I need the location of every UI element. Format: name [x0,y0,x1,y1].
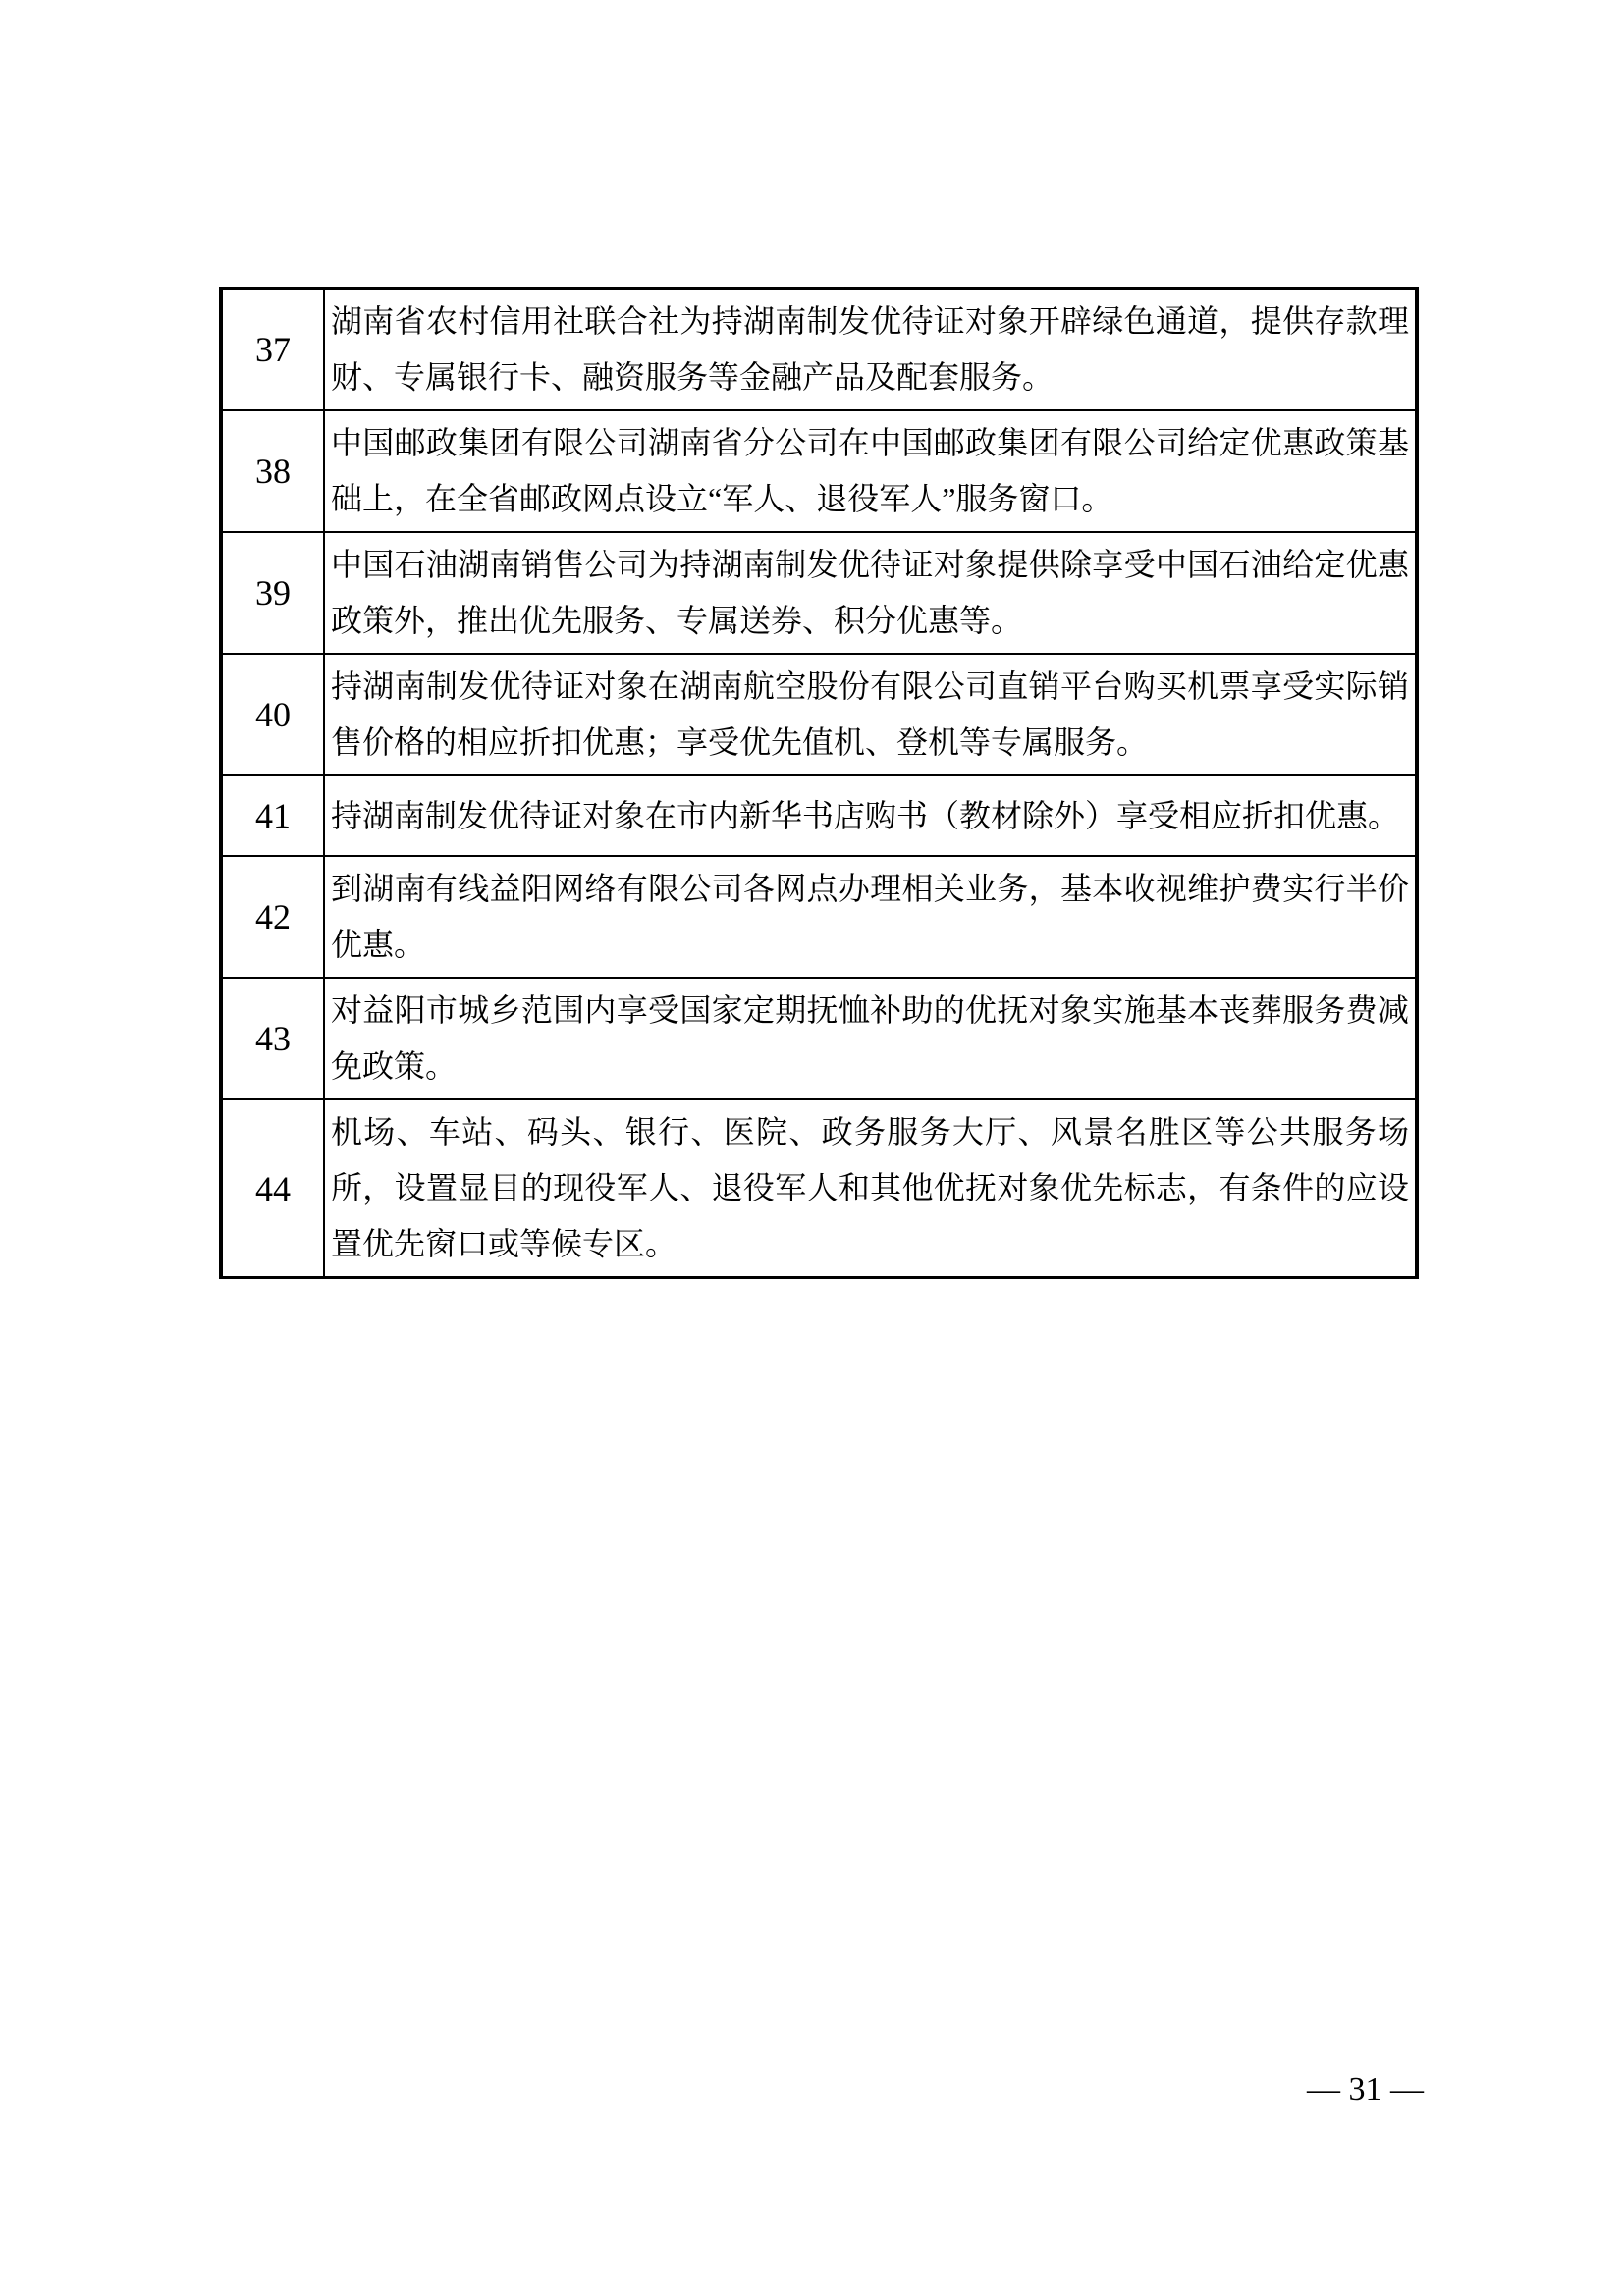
row-text: 中国石油湖南销售公司为持湖南制发优待证对象提供除享受中国石油给定优惠政策外，推出优先服务、专属送券、积分优惠等。 [324,532,1417,654]
row-number: 43 [221,978,324,1099]
row-text: 持湖南制发优待证对象在湖南航空股份有限公司直销平台购买机票享受实际销售价格的相应折扣优惠；享受优先值机、登机等专属服务。 [324,654,1417,775]
row-text: 对益阳市城乡范围内享受国家定期抚恤补助的优抚对象实施基本丧葬服务费减免政策。 [324,978,1417,1099]
row-number: 40 [221,654,324,775]
row-text: 中国邮政集团有限公司湖南省分公司在中国邮政集团有限公司给定优惠政策基础上，在全省邮政网点设立“军人、退役军人”服务窗口。 [324,410,1417,532]
benefits-table-body [221,289,1417,1278]
table-row [221,1099,1417,1278]
table-row [221,978,1417,1099]
table-row [221,410,1417,532]
row-text: 机场、车站、码头、银行、医院、政务服务大厅、风景名胜区等公共服务场所，设置显目的现役军人、退役军人和其他优抚对象优先标志，有条件的应设置优先窗口或等候专区。 [324,1099,1417,1278]
row-number: 42 [221,856,324,978]
page-number: — 31 — [1307,2071,1424,2108]
table-row [221,775,1417,856]
table-row [221,856,1417,978]
table-row [221,289,1417,411]
row-number: 41 [221,775,324,856]
row-number: 37 [221,289,324,411]
benefits-table [219,287,1419,1279]
row-text: 到湖南有线益阳网络有限公司各网点办理相关业务，基本收视维护费实行半价优惠。 [324,856,1417,978]
row-number: 38 [221,410,324,532]
row-text: 湖南省农村信用社联合社为持湖南制发优待证对象开辟绿色通道，提供存款理财、专属银行卡、融资服务等金融产品及配套服务。 [324,289,1417,411]
row-text: 持湖南制发优待证对象在市内新华书店购书（教材除外）享受相应折扣优惠。 [324,775,1417,856]
table-row [221,532,1417,654]
row-number: 44 [221,1099,324,1278]
row-number: 39 [221,532,324,654]
table-row [221,654,1417,775]
